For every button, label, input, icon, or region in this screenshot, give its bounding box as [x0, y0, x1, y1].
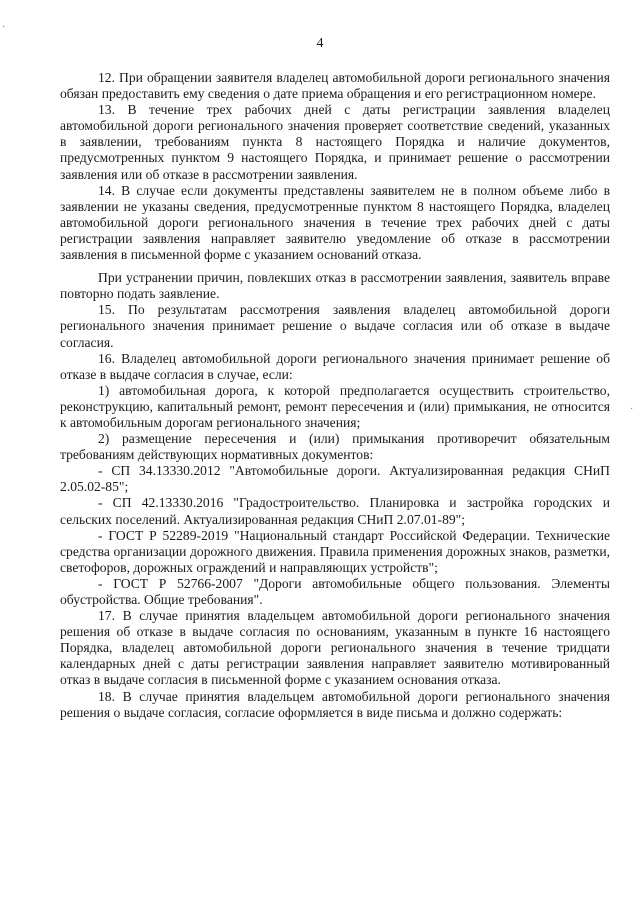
norm-sp-42: - СП 42.13330.2016 "Градостроительство. Планировка и застройка городских и сельских поселений. Актуализированная редакция СНиП 2.07.01-89"; — [60, 495, 610, 527]
paragraph-13: 13. В течение трех рабочих дней с даты регистрации заявления владелец автомобильной дороги регионального значения проверяет соответствие сведений, указанных в заявлении, требованиям пункта 8 настоящего Порядка и наличие документов, предусмотренных пунктом 9 настоящего Порядка, и принимает решение о рассмотрении заявления или об отказе в рассмотрении заявления. — [60, 102, 610, 182]
right-edge-mark: · — [630, 404, 634, 415]
document-body — [60, 70, 610, 721]
page-number: 4 — [316, 36, 324, 51]
left-edge-mark: · — [2, 22, 6, 33]
paragraph-14: 14. В случае если документы представлены заявителем не в полном объеме либо в заявлении не указаны сведения, предусмотренные пунктом 8 настоящего Порядка, владелец автомобильной дороги регионального значения в течение трех рабочих дней с даты регистрации заявления направляет заявителю уведомление об отказе в рассмотрении заявления в письменной форме с указанием оснований отказа. — [60, 182, 610, 263]
norm-gost-52289: - ГОСТ Р 52289-2019 "Национальный стандарт Российской Федерации. Технические средства организации дорожного движения. Правила применения дорожных знаков, разметки, светофоров, дорожных ограждений и направляющих устройств"; — [60, 527, 610, 575]
paragraph-14-note: При устранении причин, повлекших отказ в рассмотрении заявления, заявитель вправе повторно подать заявление. — [60, 270, 610, 302]
paragraph-16-item-1: 1) автомобильная дорога, к которой предполагается осуществить строительство, реконструкцию, капитальный ремонт, ремонт пересечения и (или) примыкания, не относится к автомобильным дорогам регионального значения; — [60, 382, 610, 430]
paragraph-16: 16. Владелец автомобильной дороги регионального значения принимает решение об отказе в выдаче согласия в случае, если: — [60, 350, 610, 382]
paragraph-17: 17. В случае принятия владельцем автомобильной дороги регионального значения решения об отказе в выдаче согласия по основаниям, указанным в пункте 16 настоящего Порядка, владелец автомобильной дороги регионального значения в течение тридцати календарных дней с даты регистрации заявления направляет заявителю мотивированный отказ в выдаче согласия в письменной форме с указанием основания отказа. — [60, 608, 610, 688]
norm-sp-34: - СП 34.13330.2012 "Автомобильные дороги. Актуализированная редакция СНиП 2.05.02-85"; — [60, 463, 610, 495]
paragraph-12: 12. При обращении заявителя владелец автомобильной дороги регионального значения обязан предоставить ему сведения о дате приема обращения и его регистрационном номере. — [60, 70, 610, 102]
paragraph-18: 18. В случае принятия владельцем автомобильной дороги регионального значения решения о выдаче согласия, согласие оформляется в виде письма и должно содержать: — [60, 688, 610, 720]
norm-gost-52766: - ГОСТ Р 52766-2007 "Дороги автомобильные общего пользования. Элементы обустройства. Общие требования". — [60, 575, 610, 607]
paragraph-15: 15. По результатам рассмотрения заявления владелец автомобильной дороги регионального значения принимает решение о выдаче согласия или об отказе в выдаче согласия. — [60, 302, 610, 350]
paragraph-16-item-2: 2) размещение пересечения и (или) примыкания противоречит обязательным требованиям действующих нормативных документов: — [60, 431, 610, 463]
